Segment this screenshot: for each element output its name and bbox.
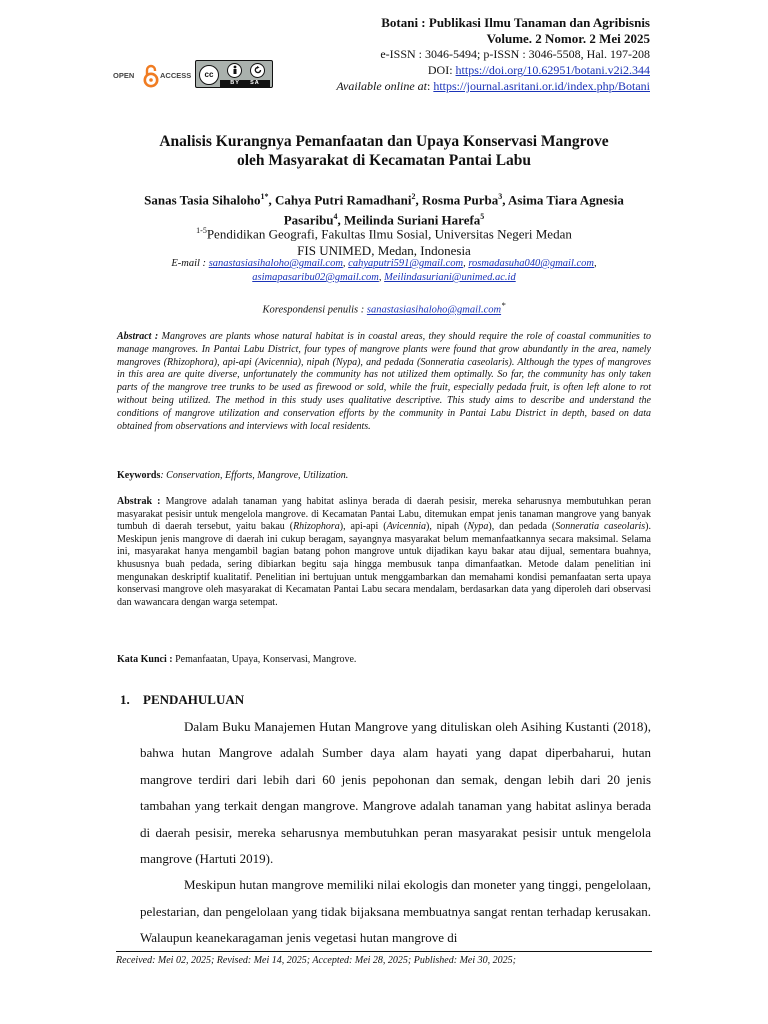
author-sup: 1* [260, 192, 269, 201]
author-separator: , [415, 192, 423, 208]
abstrak-text: Mangrove adalah tanaman yang habitat aslinya berada di daerah pesisir, mereka seharusnya membutuhkan peran masyarakat pesisir untuk mengelola mangrove. di Kecamatan Pantai Labu, ditemukan empat jenis tanaman mangrove yang banyak tumbuh di daerah tersebut, yaitu bakau ( [117, 496, 651, 533]
author-name: Cahya Putri Ramadhani [275, 192, 412, 208]
body-text [140, 714, 651, 952]
cc-by-label: BY [230, 80, 240, 86]
available-online-line [336, 78, 650, 94]
keywords-label: Keywords [117, 470, 161, 481]
abstrak-text: ), nipah ( [426, 521, 468, 533]
publication-dates: Received: Mei 02, 2025; Revised: Mei 14, 2025; Accepted: Mei 28, 2025; Published: Mei 30, 2025; [116, 955, 516, 966]
author-name: Sanas Tasia Sihaloho [144, 192, 261, 208]
paper-title [116, 132, 652, 170]
paragraph: Meskipun hutan mangrove memiliki nilai ekologis dan moneter yang tinggi, pengelolaan, pelestarian, dan pengelolaan yang tidak bijaksana membuatnya sangat rentan terhadap kerusakan. Walaupun keanekaragaman jenis vegetasi hutan mangrove di [140, 877, 651, 946]
journal-volume: Volume. 2 Nomor. 2 Mei 2025 [486, 31, 650, 46]
affiliation [116, 222, 652, 259]
species-name: Rhizophora [293, 521, 340, 533]
cc-license-bar [220, 80, 270, 87]
abstrak-label: Abstrak : [117, 496, 161, 507]
author-sup: 5 [480, 212, 485, 222]
paper-title-line-2: oleh Masyarakat di Kecamatan Pantai Labu [236, 152, 532, 169]
email-link[interactable]: asimapasaribu02@gmail.com [252, 272, 379, 283]
affiliation-line-2: FIS UNIMED, Medan, Indonesia [297, 243, 471, 259]
author-separator: , [502, 192, 509, 208]
doi-line [336, 62, 650, 78]
corresponding-mark: * [501, 300, 506, 310]
section-title: PENDAHULUAN [143, 692, 245, 707]
kata-kunci [117, 653, 651, 666]
abstrak-text: ). Meskipun jenis mangrove di daerah ini cukup beragam, sayangnya masyarakat belum memanfaatkannya secara maksimal. Selama ini, masyarakat hanya mengambil bagian batang pohon mangrove untuk dijadikan kayu bakar atau dijual, sementara buahnya, khususnya buah pedada, sering dibiarkan begitu saja hingga membusuk tanpa dimanfaatkan. Metode dalam penelitian ini mengunakan deskriptif kualitatif. Penelitian ini bertujuan untuk menggambarkan dan memahami kondisi pemanfaatan serta upaya konservasi mangrove oleh masyarakat di Kecamatan Pantai Labu secara mendalam, berdasarkan data yang diperoleh dari observasi dan wawancara dengan warga setempat. [117, 521, 651, 608]
journal-name: Botani : Publikasi Ilmu Tanaman dan Agribisnis [381, 15, 650, 30]
keywords-text: : Conservation, Efforts, Mangrove, Utilization. [160, 470, 349, 481]
abstrak-text: ), dan pedada ( [488, 521, 556, 533]
open-lock-icon [141, 64, 161, 88]
author-separator: , [268, 192, 275, 208]
corresponding-author [116, 298, 652, 318]
email-list: E-mail : sanastasiasihaloho@gmail.com, cahyaputri591@gmail.com, rosmadasuha040@gmail.com, asimapasaribu02@gmail.com, Meilindasuriani@unimed.ac.id [171, 258, 597, 283]
doi-link[interactable]: https://doi.org/10.62951/botani.v2i2.344 [455, 63, 650, 77]
abstract-label: Abstract : [117, 331, 159, 342]
section-number: 1. [120, 692, 130, 707]
corresponding-label: Korespondensi penulis : [262, 304, 367, 316]
author-separator: , [337, 212, 345, 228]
abstract-english [117, 331, 651, 433]
email-link[interactable]: Meilindasuriani@unimed.ac.id [384, 272, 516, 283]
author-sup: 4 [333, 212, 338, 222]
affiliation-line-1: Pendidikan Geografi, Fakultas Ilmu Sosial, Universitas Negeri Medan [206, 226, 572, 242]
paragraph: Dalam Buku Manajemen Hutan Mangrove yang dituliskan oleh Asihing Kustanti (2018), bahwa hutan Mangrove adalah Sumber daya alam hayati yang dapat diperbaharui, hutan mangrove terdiri dari lebih dari 60 jenis pepohonan dan semak, dengan lebih dari 20 jenis tambahan yang terkait dengan mangrove. Mangrove adalah tanaman yang habitat aslinya berada di daerah pesisir, mereka seharusnya membutuhkan peran masyarakat pesisir untuk mengelola mangrove (Hartuti 2019). [140, 719, 651, 867]
open-access-logo [113, 64, 193, 88]
author-name: Asima Tiara Agnesia Pasaribu [283, 192, 624, 228]
footer-divider [116, 951, 652, 952]
journal-url-link[interactable]: https://journal.asritani.or.id/index.php/Botani [433, 79, 650, 93]
kata-kunci-text: Pemanfaatan, Upaya, Konservasi, Mangrove. [172, 654, 357, 665]
keywords-english [117, 469, 651, 482]
kata-kunci-label: Kata Kunci : [117, 654, 173, 665]
attribution-icon [227, 63, 242, 78]
author-sup: 3 [498, 192, 503, 201]
species-name: Sonneratia caseolaris [555, 521, 646, 533]
section-heading [120, 691, 244, 708]
email-link[interactable]: rosmadasuha040@gmail.com [468, 258, 594, 269]
author-name: Rosma Purba [422, 192, 499, 208]
paper-title-line-1: Analisis Kurangnya Pemanfaatan dan Upaya Konservasi Mangrove [159, 133, 609, 150]
author-sup: 2 [411, 192, 416, 201]
species-name: Nypa [467, 521, 489, 533]
journal-header [336, 15, 650, 94]
journal-issn: e-ISSN : 3046-5494; p-ISSN : 3046-5508, Hal. 197-208 [380, 47, 650, 61]
email-link[interactable]: cahyaputri591@gmail.com [348, 258, 464, 269]
doi-label: DOI: [427, 63, 456, 77]
share-alike-icon [250, 63, 265, 78]
author-name: Meilinda Suriani Harefa [344, 212, 481, 228]
available-online-label: Available online at [336, 79, 427, 93]
corresponding-email-link[interactable]: sanastasiasihaloho@gmail.com [366, 304, 502, 316]
species-name: Avicennia [386, 521, 427, 533]
creative-commons-badge [195, 60, 273, 88]
available-online-separator: : [427, 79, 434, 93]
open-access-left-text: OPEN [113, 71, 135, 80]
open-access-right-text: ACCESS [160, 71, 192, 80]
email-label: E-mail : [171, 258, 209, 269]
abstrak-text: ), api-api ( [339, 521, 387, 533]
cc-icon: cc [199, 65, 219, 85]
email-link[interactable]: sanastasiasihaloho@gmail.com [208, 258, 343, 269]
affiliation-sup: 1-5 [196, 226, 207, 235]
abstract-indonesian [117, 496, 651, 609]
cc-sa-label: SA [250, 80, 260, 86]
abstract-text: Mangroves are plants whose natural habitat is in coastal areas, they should require the role of coastal communities to manage mangroves. In Pantai Labu District, four types of mangrove plants were found that grow abundantly in the area, namely mangroves (Rhizophora), api-api (Avicennia), nipah (Nypa), and pedada (Sonneratia caseolaris). Although the types of mangroves in this area are quite diverse, unfortunately the community has not utilized them optimally. So far, the community has only taken parts of the mangrove tree trunks to be used as firewood or sold, while the fruit, especially pedada fruit, is often left alone to rot without being utilized. The method in this study uses qualitative descriptive. This study aims to describe and understand the conditions of mangrove utilization and conservation efforts by the community in Pantai Labu District in depth, based on data obtained from observations and interviews with local residents. [117, 331, 651, 432]
